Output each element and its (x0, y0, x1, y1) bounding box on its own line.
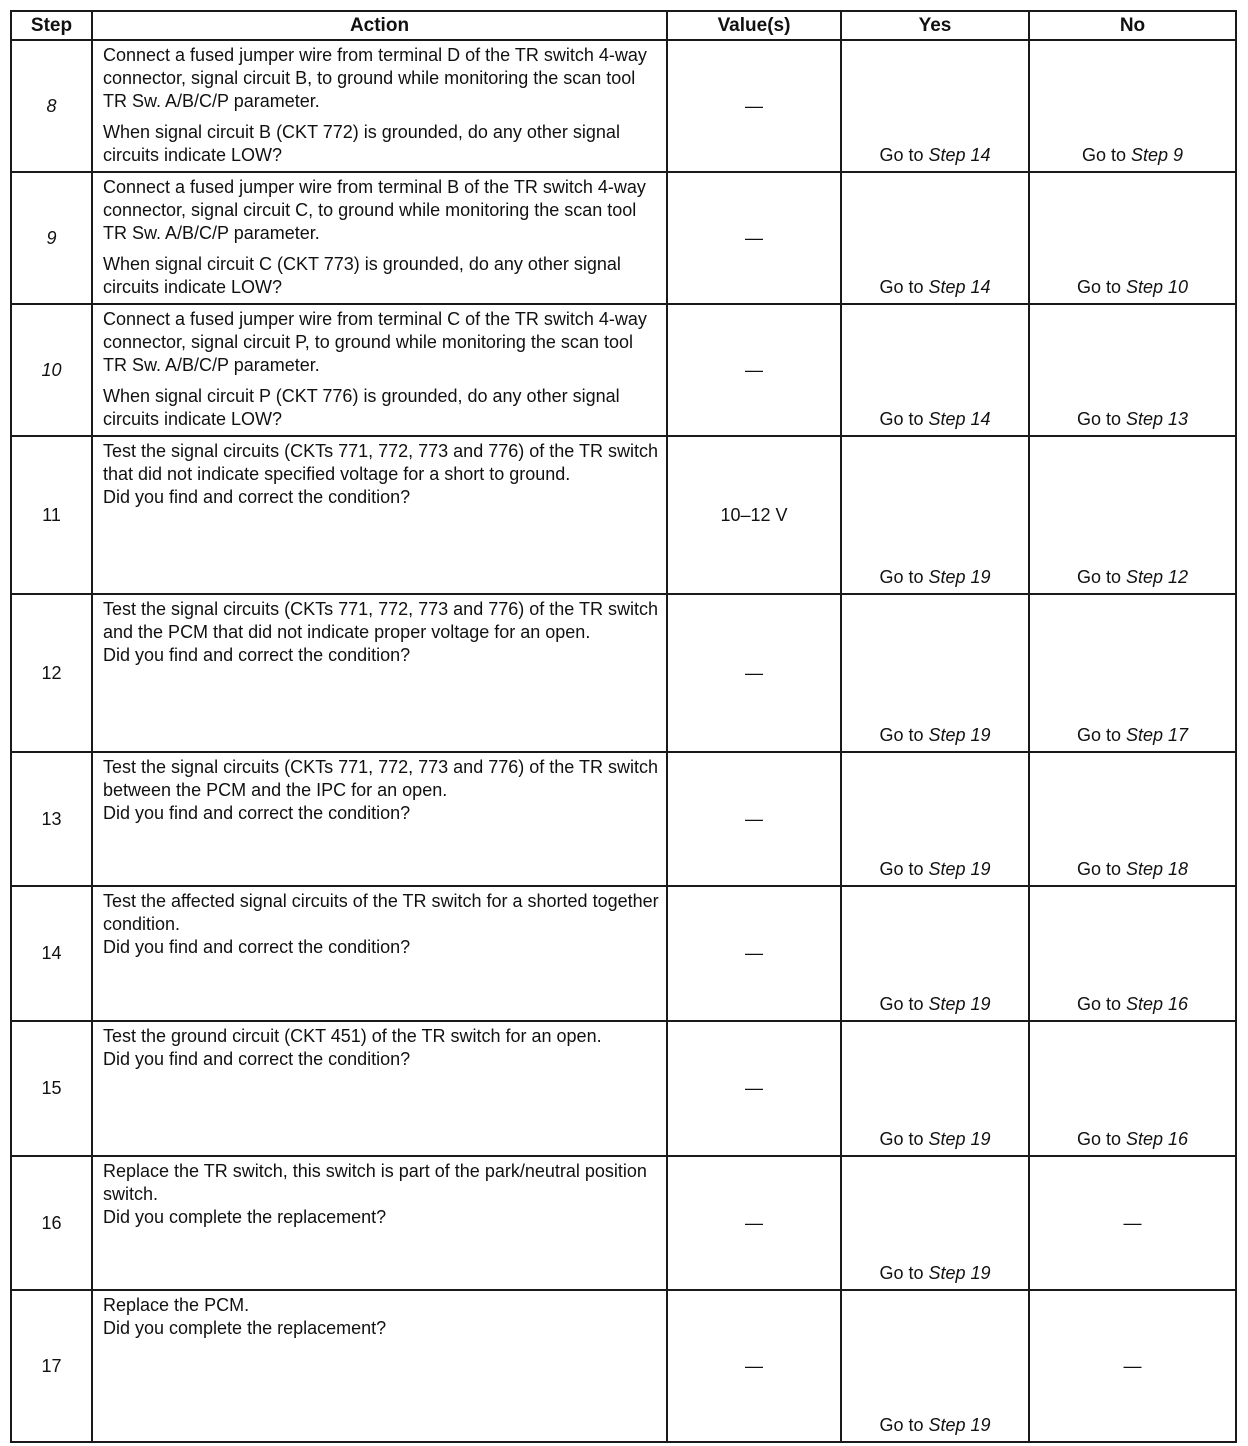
yes-step: Step 14 (928, 145, 991, 165)
no-cell (1029, 886, 1236, 1021)
yes-prefix: Go to (879, 567, 924, 587)
action-question: Did you find and correct the condition? (103, 937, 411, 957)
header-step: Step (11, 11, 92, 40)
action-cell (92, 304, 667, 436)
step-number: 9 (11, 172, 92, 304)
no-step: Step 12 (1125, 567, 1189, 587)
no-step: Step 18 (1125, 859, 1189, 879)
no-cell (1029, 172, 1236, 304)
yes-prefix: Go to (879, 1263, 924, 1283)
action-cell (92, 436, 667, 594)
no-cell: — (1029, 1156, 1236, 1290)
step-number: 12 (11, 594, 92, 752)
header-values: Value(s) (667, 11, 841, 40)
action-text: Connect a fused jumper wire from terminal D of the TR switch 4-way connector, signal circuit B, to ground while monitoring the scan tool TR Sw. A/B/C/P parameter. (103, 45, 647, 111)
table-row (11, 436, 1236, 594)
value-cell: — (667, 1021, 841, 1156)
table-row (11, 886, 1236, 1021)
yes-cell (841, 594, 1029, 752)
action-text: Connect a fused jumper wire from terminal B of the TR switch 4-way connector, signal circuit C, to ground while monitoring the scan tool TR Sw. A/B/C/P parameter. (103, 177, 646, 243)
no-step: Step 16 (1125, 1129, 1189, 1149)
header-action: Action (92, 11, 667, 40)
yes-prefix: Go to (879, 145, 924, 165)
yes-prefix: Go to (879, 409, 924, 429)
yes-prefix: Go to (879, 725, 924, 745)
action-question: Did you complete the replacement? (103, 1318, 387, 1338)
yes-step: Step 19 (928, 1129, 991, 1149)
yes-cell (841, 172, 1029, 304)
yes-prefix: Go to (879, 1415, 924, 1435)
yes-step: Step 19 (928, 567, 991, 587)
no-prefix: Go to (1076, 409, 1121, 429)
step-number: 13 (11, 752, 92, 886)
no-step: Step 16 (1125, 994, 1189, 1014)
header-yes: Yes (841, 11, 1029, 40)
yes-step: Step 19 (928, 1415, 991, 1435)
value-cell: — (667, 1156, 841, 1290)
yes-step: Step 19 (928, 994, 991, 1014)
yes-prefix: Go to (879, 277, 924, 297)
no-cell (1029, 594, 1236, 752)
yes-cell (841, 40, 1029, 172)
table-row (11, 752, 1236, 886)
action-cell (92, 40, 667, 172)
value-cell: — (667, 1290, 841, 1442)
step-number: 16 (11, 1156, 92, 1290)
table-row (11, 1021, 1236, 1156)
value-cell: — (667, 886, 841, 1021)
step-number: 10 (11, 304, 92, 436)
value-cell: — (667, 594, 841, 752)
no-cell: — (1029, 1290, 1236, 1442)
no-step: Step 10 (1125, 277, 1189, 297)
diagnostic-table (10, 10, 1237, 1443)
action-text: Test the signal circuits (CKTs 771, 772, 773 and 776) of the TR switch and the PCM that did not indicate proper voltage for an open. (103, 599, 658, 642)
action-question: Did you complete the replacement? (103, 1207, 387, 1227)
no-cell (1029, 40, 1236, 172)
action-question: Did you find and correct the condition? (103, 1049, 411, 1069)
action-text: Test the affected signal circuits of the TR switch for a shorted together condition. (103, 891, 659, 934)
action-question: Did you find and correct the condition? (103, 803, 411, 823)
action-question: When signal circuit B (CKT 772) is grounded, do any other signal circuits indicate LOW? (103, 122, 620, 165)
yes-step: Step 14 (928, 277, 991, 297)
value-cell: 10–12 V (667, 436, 841, 594)
yes-prefix: Go to (879, 994, 924, 1014)
action-cell (92, 594, 667, 752)
yes-prefix: Go to (879, 859, 924, 879)
table-row (11, 40, 1236, 172)
header-row (11, 11, 1236, 40)
action-text: Replace the PCM. (103, 1295, 250, 1315)
yes-cell (841, 886, 1029, 1021)
step-number: 14 (11, 886, 92, 1021)
table-row (11, 1156, 1236, 1290)
no-prefix: Go to (1076, 277, 1121, 297)
step-number: 17 (11, 1290, 92, 1442)
action-text: Test the signal circuits (CKTs 771, 772, 773 and 776) of the TR switch that did not indicate specified voltage for a short to ground. (103, 441, 658, 484)
no-prefix: Go to (1076, 859, 1121, 879)
step-number: 11 (11, 436, 92, 594)
value-cell: — (667, 752, 841, 886)
action-text: Connect a fused jumper wire from terminal C of the TR switch 4-way connector, signal circuit P, to ground while monitoring the scan tool TR Sw. A/B/C/P parameter. (103, 309, 647, 375)
action-cell (92, 1290, 667, 1442)
no-prefix: Go to (1076, 1129, 1121, 1149)
yes-step: Step 19 (928, 859, 991, 879)
yes-cell (841, 304, 1029, 436)
yes-cell (841, 1290, 1029, 1442)
no-prefix: Go to (1076, 725, 1121, 745)
table-row (11, 304, 1236, 436)
action-text: Test the ground circuit (CKT 451) of the TR switch for an open. (103, 1026, 602, 1046)
yes-cell (841, 436, 1029, 594)
no-step: Step 17 (1125, 725, 1189, 745)
value-cell: — (667, 304, 841, 436)
yes-prefix: Go to (879, 1129, 924, 1149)
action-question: When signal circuit C (CKT 773) is grounded, do any other signal circuits indicate LOW? (103, 254, 621, 297)
no-step: Step 13 (1125, 409, 1189, 429)
action-cell (92, 1021, 667, 1156)
action-cell (92, 886, 667, 1021)
table-row (11, 1290, 1236, 1442)
action-text: Test the signal circuits (CKTs 771, 772, 773 and 776) of the TR switch between the PCM and the IPC for an open. (103, 757, 658, 800)
step-number: 15 (11, 1021, 92, 1156)
table-row (11, 172, 1236, 304)
no-cell (1029, 1021, 1236, 1156)
yes-step: Step 19 (928, 1263, 991, 1283)
header-no: No (1029, 11, 1236, 40)
yes-step: Step 19 (928, 725, 991, 745)
action-cell (92, 172, 667, 304)
table-row (11, 594, 1236, 752)
action-question: Did you find and correct the condition? (103, 645, 411, 665)
value-cell: — (667, 172, 841, 304)
no-cell (1029, 752, 1236, 886)
yes-step: Step 14 (928, 409, 991, 429)
no-prefix: Go to (1076, 994, 1121, 1014)
step-number: 8 (11, 40, 92, 172)
no-cell (1029, 436, 1236, 594)
no-step: Step 9 (1131, 145, 1184, 165)
no-cell (1029, 304, 1236, 436)
action-question: Did you find and correct the condition? (103, 487, 411, 507)
action-question: When signal circuit P (CKT 776) is grounded, do any other signal circuits indicate LOW? (103, 386, 620, 429)
no-prefix: Go to (1081, 145, 1126, 165)
no-prefix: Go to (1076, 567, 1121, 587)
action-cell (92, 1156, 667, 1290)
yes-cell (841, 1156, 1029, 1290)
yes-cell (841, 1021, 1029, 1156)
yes-cell (841, 752, 1029, 886)
value-cell: — (667, 40, 841, 172)
action-cell (92, 752, 667, 886)
action-text: Replace the TR switch, this switch is part of the park/neutral position switch. (103, 1161, 647, 1204)
